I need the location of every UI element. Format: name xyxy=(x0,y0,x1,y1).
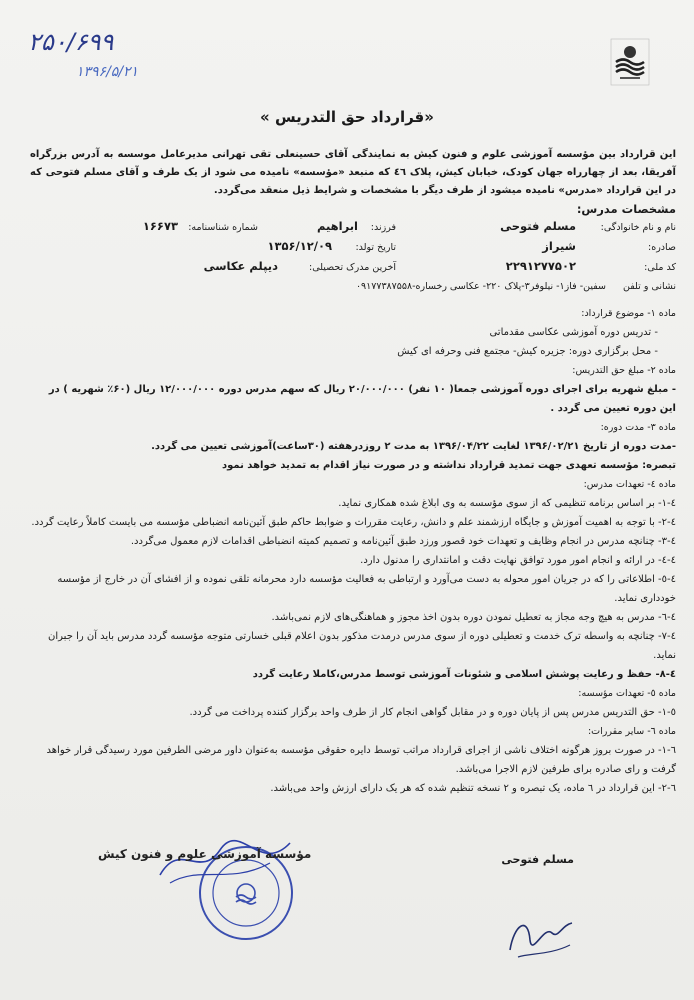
clause-6-2: ٦-۲- این قرارداد در ٦ ماده، یک تبصره و ۲ نسخه تنظیم شده که هر یک دارای ارزش واحد می‌باشد. xyxy=(270,783,676,794)
national-label: کد ملی: xyxy=(644,262,676,273)
birth-value: ۱۳۵۶/۱۲/۰۹ xyxy=(267,239,332,253)
degree-label: آخرین مدرک تحصیلی: xyxy=(309,262,396,273)
clause-6-1: ٦-۱- در صورت بروز هرگونه اختلاف ناشی از اجرای قرارداد مراتب توسط دایره حقوقی مؤسسه به‌عنوان داور مرضی الطرفین مورد رسیدگی قرار خواهد گرفت و رای صادره برای طرفین لازم الاجرا می‌باشد. xyxy=(46,745,676,775)
intro-paragraph: این قرارداد بین مؤسسه آموزشی علوم و فنون کیش به نمایندگی آقای حسینعلی تقی تهرانی مدیرعامل موسسه به آدرس بزرگراه آفریقا، بعد از چهارراه جهان کودک، خیابان کیش، پلاک ٤٦ که منبعد «مؤسسه» نامیده می شود از یک طرف و آقای مسلم فتوحی که در این قرارداد «مدرس» نامیده میشود از طرف دیگر با مشخصات و شرایط ذیل منعقد می‌گردد. xyxy=(30,149,676,196)
address-value: سفین- فاز۱- نیلوفر۳-پلاک ۲۲۰- عکاسی رخساره-۰۹۱۷۷۳۸۷۵۵۸ xyxy=(355,281,606,292)
issued-value: شیراز xyxy=(542,239,576,253)
clause-5-1: ٥-۱- حق التدریس مدرس پس از پایان دوره و در مقابل گواهی انجام کار از طرف واحد برگزار کننده پرداخت می گردد. xyxy=(189,707,676,718)
father-value: ابراهیم xyxy=(316,219,358,233)
teacher-row-2 xyxy=(30,238,676,258)
teacher-row-1 xyxy=(30,218,676,238)
signature-area xyxy=(0,835,694,995)
clause-4-4: ٤-٤- در ارائه و انجام امور مورد توافق نهایت دقت و امانتداری را مدنول دارد. xyxy=(360,555,676,566)
degree-value: دیپلم عکاسی xyxy=(203,259,278,273)
father-label: فرزند: xyxy=(370,222,396,233)
contract-title: « قرارداد حق التدریس» xyxy=(260,108,434,126)
clause-3: ماده ۳- مدت دوره: xyxy=(600,422,676,433)
clause-4-3: ٤-۳- چنانچه مدرس در انجام وظایف و تعهدات خود قصور ورزد طبق آئین‌نامه و تصمیم کمیته انضباطی اقدامات لازم معمول می‌گردد. xyxy=(130,536,676,547)
institute-signature-icon xyxy=(150,835,300,895)
teacher-heading: مشخصات مدرس: xyxy=(576,202,676,216)
name-value: مسلم فتوحی xyxy=(500,219,576,233)
clause-2: ماده ۲- مبلغ حق التدریس: xyxy=(572,365,676,376)
clause-note: تبصره: مؤسسه تعهدی جهت تمدید قرارداد نداشته و در صورت نیاز اقدام به تمدید خواهد نمود xyxy=(221,460,676,471)
institute-signature-label: مؤسسه آموزشی علوم و فنون کیش xyxy=(98,847,312,861)
teacher-row-4 xyxy=(30,278,676,298)
clause-4-1: ٤-۱- بر اساس برنامه تنظیمی که از سوی مؤسسه به وی ابلاغ شده همکاری نماید. xyxy=(338,498,676,509)
clause-4-7: ٤-۷- چنانچه به واسطه ترک خدمت و تعطیلی دوره از سوی مدرس درمدت مذکور بدون اعلام قبلی خسارتی متوجه مؤسسه گردد مدرس باید آن را جبران نماید. xyxy=(48,631,676,661)
clause-4-6: ٤-٦- مدرس به هیچ وجه مجاز به تعطیل نمودن دوره بدون اخذ مجوز و هماهنگی‌های لازم نمی‌باشد. xyxy=(271,612,676,623)
clause-1: ماده ۱- موضوع قرارداد: xyxy=(581,308,676,319)
clause-4: ماده ٤- تعهدات مدرس: xyxy=(583,479,676,490)
id-label: شماره شناسنامه: xyxy=(188,222,258,233)
clause-4-5: ٤-٥- اطلاعاتی را که در جریان امور محوله به دست می‌آورد و ارتباطی به فعالیت مؤسسه دارد محرمانه تلقی نموده و از افشای آن در خارج از مؤسسه خودداری نماید. xyxy=(57,574,676,604)
clause-4-2: ٤-۲- با توجه به اهمیت آموزش و جایگاه ارزشمند علم و دانش، رعایت مقررات و ضوابط حاکم طبق آئین‌نامه انضباطی مؤسسه می بایست کاملاً رعایت گردد. xyxy=(31,517,676,528)
clause-6: ماده ٦- سایر مقررات: xyxy=(587,726,676,737)
clause-2-a: - مبلغ شهریه برای اجرای دوره آموزشی جمعا( ۱۰ نفر) ۲۰/۰۰۰/۰۰۰ ریال که سهم مدرس دوره ۱۲/۰۰۰/۰۰۰ ریال (۶۰٪ شهریه ) در این دوره تعیین می گردد . xyxy=(48,384,676,414)
institute-logo-icon xyxy=(610,38,650,86)
address-label: نشانی و تلفن xyxy=(622,281,676,292)
clause-1-a: - تدریس دوره آموزشی عکاسی مقدماتی xyxy=(489,327,658,338)
national-value: ۲۲۹۱۲۷۷۵۰۲ xyxy=(505,259,576,273)
handwritten-signature-icon xyxy=(500,895,580,965)
clause-3-a: -مدت دوره از تاریخ ۱۳۹۶/۰۲/۲۱ لغایت ۱۳۹۶/۰۴/۲۲ به مدت ۲ روزدرهفته (۳۰ساعت)آموزشی تعیین می گردد. xyxy=(151,441,676,452)
teacher-signature-label: مسلم فتوحی xyxy=(501,853,574,866)
clause-1-b: - محل برگزاری دوره: جزیره کیش- مجتمع فنی وحرفه ای کیش xyxy=(397,346,658,357)
clause-4-8: ٤-۸- حفظ و رعایت پوشش اسلامی و شئونات آموزشی توسط مدرس،کاملا رعایت گردد xyxy=(252,669,676,680)
contract-body xyxy=(30,146,676,798)
teacher-row-3 xyxy=(30,258,676,278)
handwritten-date: ۱۳۹۶/۵/۲۱ xyxy=(76,64,139,80)
id-value: ۱۶۶۷۳ xyxy=(142,219,178,233)
birth-label: تاریخ تولد: xyxy=(355,242,396,253)
issued-label: صادره: xyxy=(648,242,676,253)
name-label: نام و نام خانوادگی: xyxy=(600,222,676,233)
clause-5: ماده ٥- تعهدات مؤسسه: xyxy=(578,688,676,699)
handwritten-number: ۲۵۰/۶۹۹ xyxy=(28,28,114,56)
